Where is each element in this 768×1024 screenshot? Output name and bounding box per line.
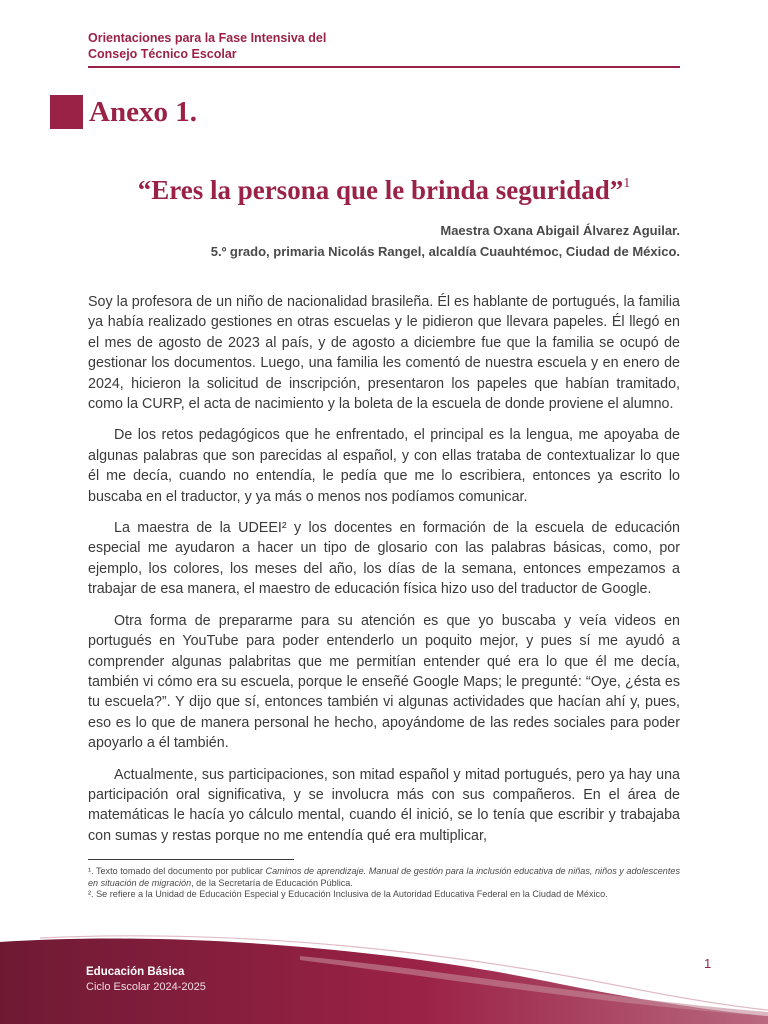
document-title-text: “Eres la persona que le brinda seguridad” [137,175,624,205]
footnote-1-prefix: ¹. Texto tomado del documento por publicar [88,866,266,876]
footnote-1-suffix: , de la Secretaría de Educación Pública. [191,877,353,888]
footer-program-name: Educación Básica [86,966,185,978]
body-paragraph-2: De los retos pedagógicos que he enfrentado, el principal es la lengua, me apoyaba de algunas palabras que son parecidas al español, y con ellas trataba de contextualizar lo que él me decía, cuando no entendía, le pedía que me lo escribiera, entonces ya escrito lo buscaba en el traductor, y ya más o menos nos podíamos comunicar. [88,427,680,505]
title-footnote-marker: 1 [623,176,631,191]
document-title [0,164,768,210]
running-header-line-2: Consejo Técnico Escolar [88,47,237,61]
annex-title: Anexo 1. [89,96,197,128]
author-affiliation: 5.º grado, primaria Nicolás Rangel, alcaldía Cuauhtémoc, Ciudad de México. [210,244,680,259]
running-header [88,30,680,62]
body-text [88,292,680,857]
footnote-divider [88,859,294,860]
author-name: Maestra Oxana Abigail Álvarez Aguilar. [440,223,680,238]
page-number: 1 [704,956,712,971]
body-paragraph-4: Otra forma de prepararme para su atención es que yo buscaba y veía videos en portugués en YouTube para poder entenderlo un poquito mejor, y pues sí me ayudó a comprender algunas palabritas que me permitían entender qué era lo que él me decía, también vi cómo era su escuela, porque le enseñé Google Maps; le pregunté: “Oye, ¿ésta es tu escuela?”. Y dijo que sí, entonces también vi algunas actividades que hacían ahí y, pues, eso es lo que de manera personal he hecho, apoyándome de las redes sociales para poder apoyarlo a él también. [88,612,680,752]
author-block [80,220,680,262]
body-paragraph-5: Actualmente, sus participaciones, son mitad español y mitad portugués, pero ya hay una participación oral significativa, y se involucra más con sus compañeros. En el área de matemáticas le hacía yo cálculo mental, cuando él inició, se lo tenía que escribir y trabajaba con sumas y restas porque no me entendía qué era multiplicar, [88,766,680,844]
body-paragraph-1: Soy la profesora de un niño de nacionalidad brasileña. Él es hablante de portugués, la familia ya había realizado gestiones en otras escuelas y le pidieron que llevara papeles. Él llegó en el mes de agosto de 2023 al país, y de agosto a diciembre fue que la familia se ocupó de gestionar los documentos. Luego, una familia les comentó de nuestra escuela y en enero de 2024, hicieron la solicitud de inscripción, presentaron los papeles que habían tramitado, como la CURP, el acta de nacimiento y la boleta de la escuela de donde proviene el alumno. [88,294,680,413]
footnote-2: ². Se refiere a la Unidad de Educación Especial y Educación Inclusiva de la Autoridad Educativa Federal en la Ciudad de México. [88,889,608,900]
running-header-line-1: Orientaciones para la Fase Intensiva del [88,31,327,45]
footnote-1-source-title: Caminos de aprendizaje. Manual de gestión para la inclusión educativa de niñas, niños y adolescentes en situación de migración [88,866,680,888]
footnote-1 [88,866,680,889]
footnotes [88,866,680,901]
annex-marker-block [50,95,83,129]
body-paragraph-3: La maestra de la UDEEI² y los docentes en formación de la escuela de educación especial me ayudaron a hacer un tipo de glosario con las palabras básicas, como, por ejemplo, los colores, los meses del año, los días de la semana, entonces empezamos a trabajar de esa manera, el maestro de educación física hizo uso del traductor de Google. [88,520,680,598]
footer-school-year: Ciclo Escolar 2024-2025 [86,981,206,993]
header-divider [88,66,680,68]
